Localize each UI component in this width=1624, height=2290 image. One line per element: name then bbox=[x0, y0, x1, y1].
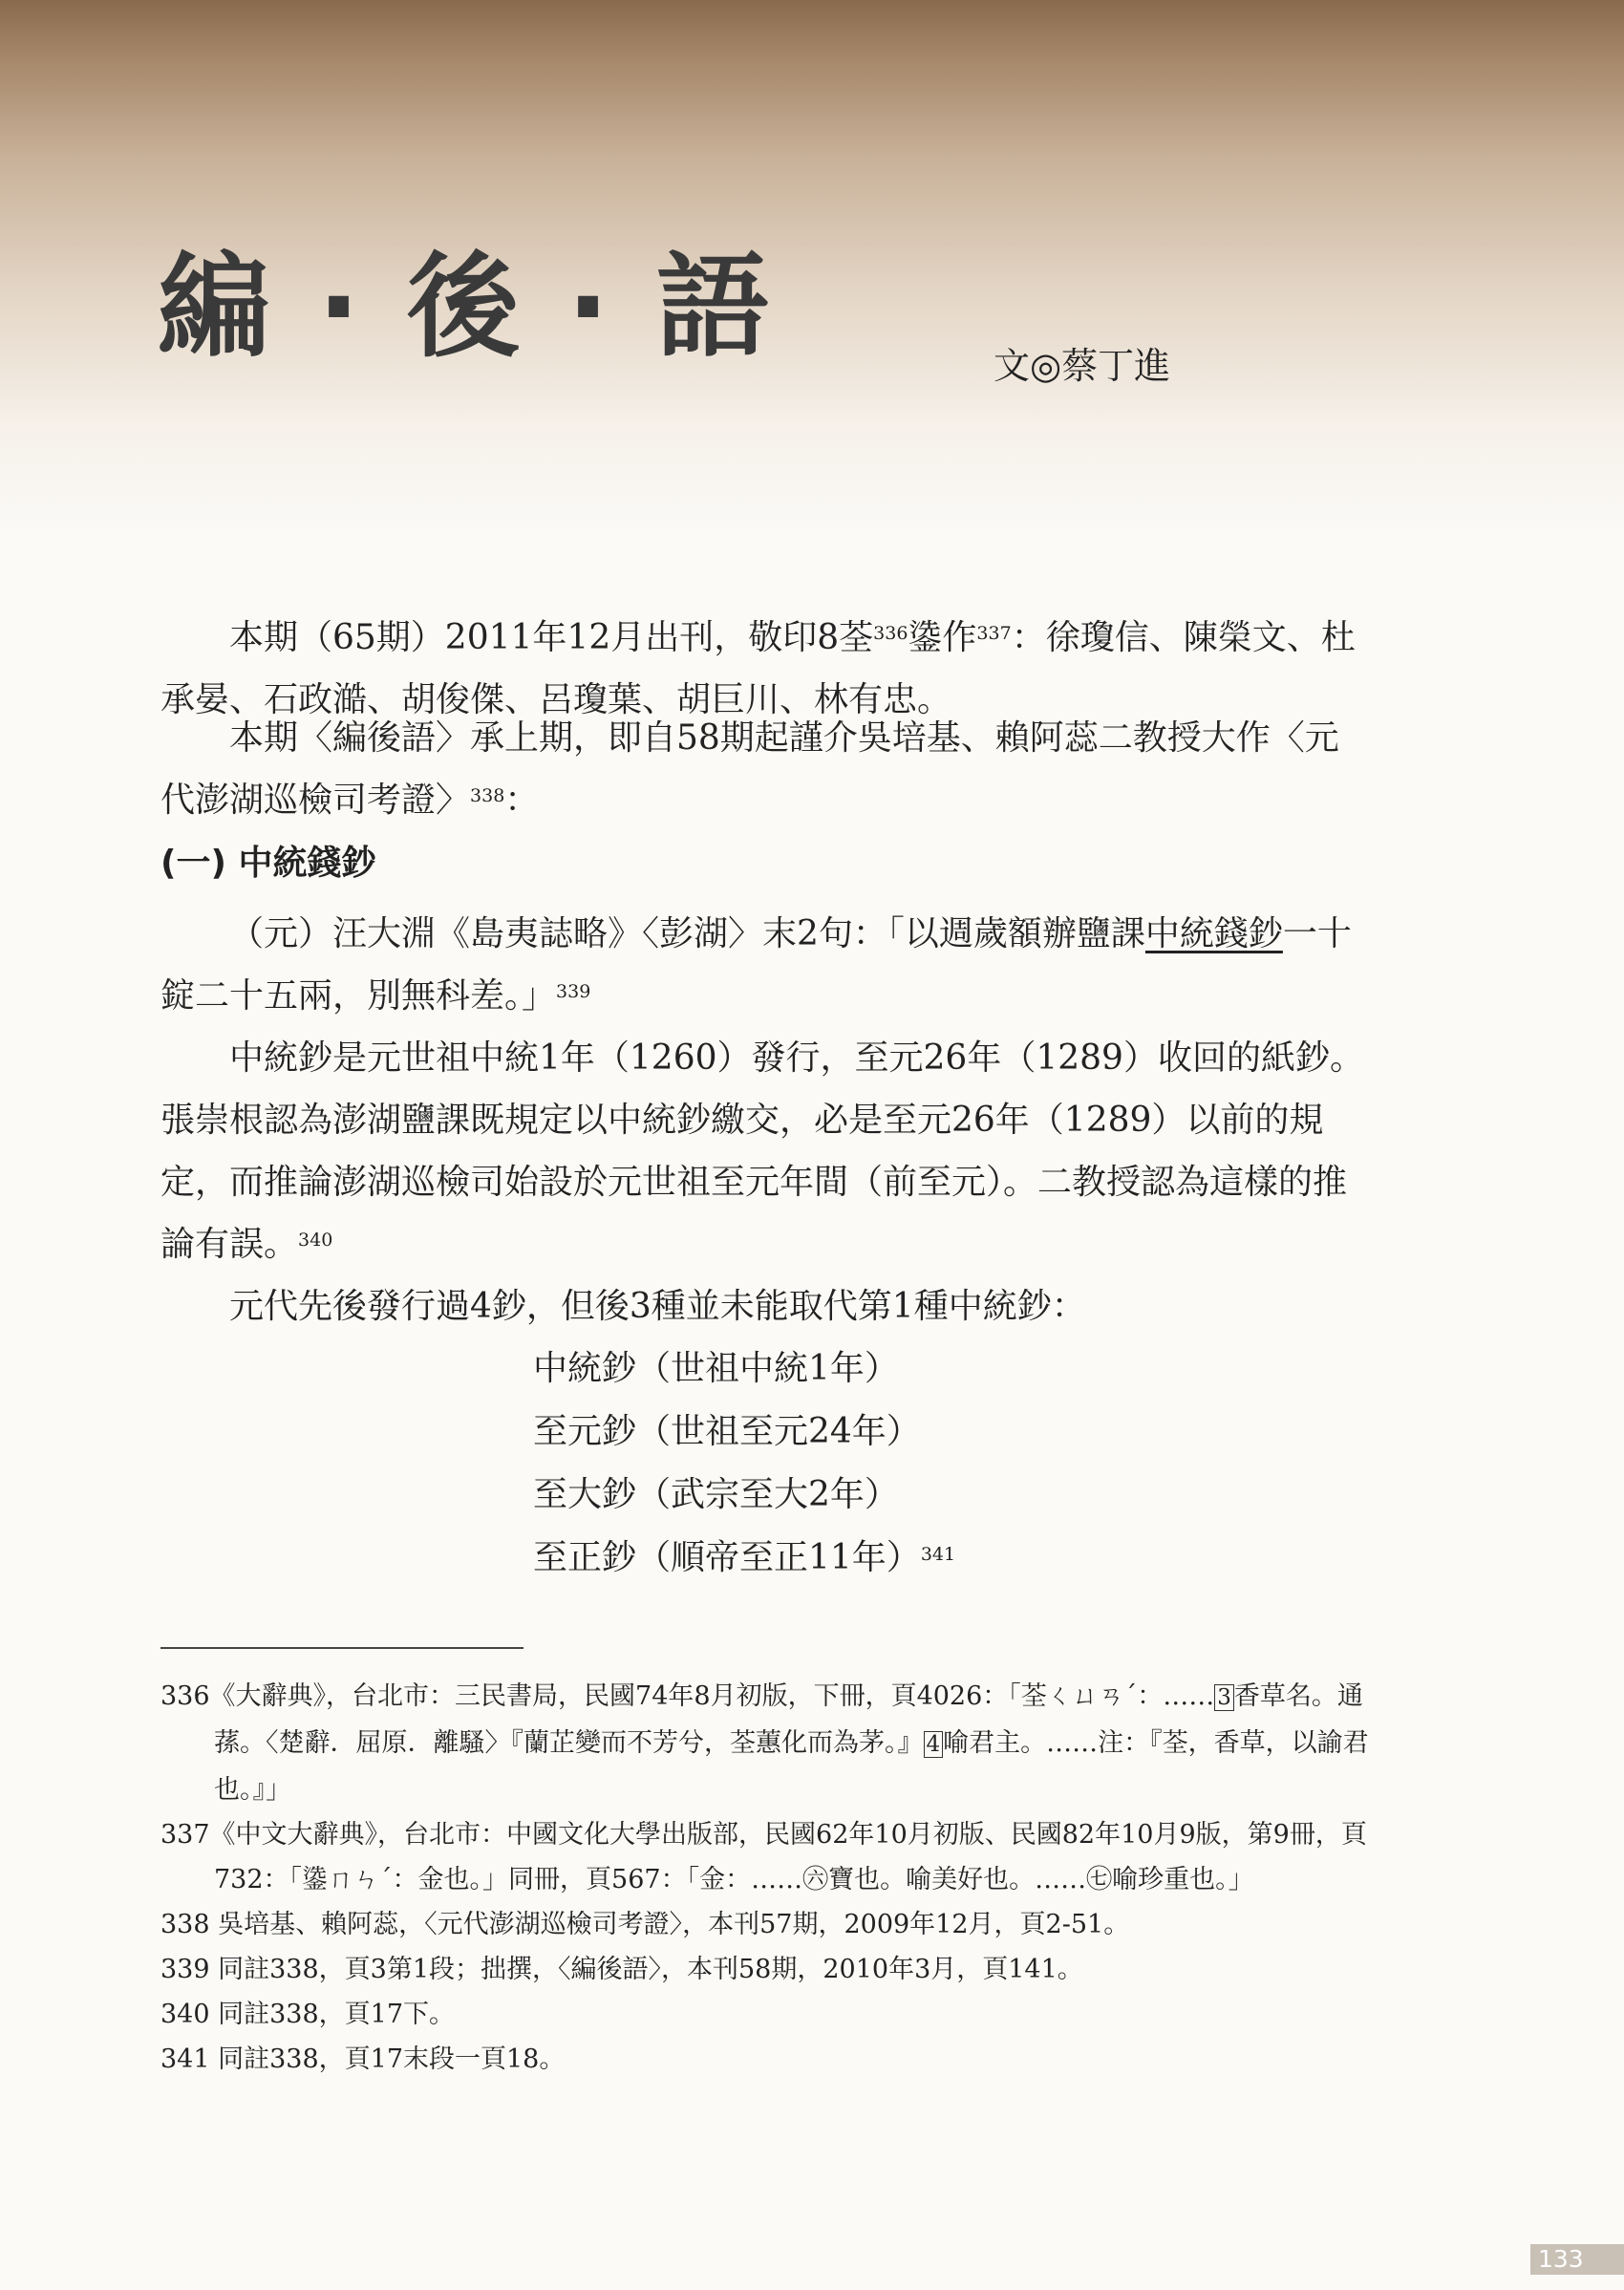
footnote-divider bbox=[160, 1647, 524, 1649]
underlined-term: 中統錢鈔 bbox=[1144, 914, 1283, 953]
paragraph-text: 本期（65期）2011年12月出刊，敬印8荃 bbox=[229, 618, 874, 657]
paragraph-text: 鍌作 bbox=[908, 618, 977, 657]
footnote-ref-341[interactable]: 341 bbox=[920, 1544, 956, 1565]
list-item bbox=[533, 1527, 955, 1590]
paragraph-text: ： bbox=[504, 781, 540, 820]
page-title: 編 · 後 · 語 bbox=[158, 241, 773, 373]
paragraph-3 bbox=[160, 903, 1369, 1027]
footnote-337: 337《中文大辭典》，台北市：中國文化大學出版部，民國62年10月初版、民國82年10月9版，第9冊，頁732：「鍌ㄇㄣˊ：金也。」同冊，頁567：「金：……㊅寶也。喻美好也。……㊆喻珍重也。」 bbox=[160, 1820, 1367, 1894]
page-number: 133 bbox=[1530, 2244, 1624, 2275]
footnote-336 bbox=[160, 1674, 1374, 1812]
footnote-ref-339[interactable]: 339 bbox=[556, 981, 591, 1002]
paragraph-5: 元代先後發行過4鈔，但後3種並未能取代第1種中統鈔： bbox=[229, 1287, 1086, 1326]
paragraph-4 bbox=[160, 1027, 1369, 1275]
footnote-ref-340[interactable]: 340 bbox=[298, 1230, 333, 1251]
list-item: 中統鈔（世祖中統1年） bbox=[533, 1349, 899, 1388]
footnotes bbox=[160, 1674, 1374, 2082]
list-item: 至元鈔（世祖至元24年） bbox=[533, 1412, 921, 1451]
currency-list bbox=[533, 1338, 955, 1590]
footnote-ref-338[interactable]: 338 bbox=[470, 785, 505, 806]
footnote-ref-336[interactable]: 336 bbox=[873, 623, 908, 644]
boxed-number: 3 bbox=[1214, 1684, 1234, 1711]
footnote-341: 341 同註338，頁17末段一頁18。 bbox=[160, 2044, 566, 2074]
paragraph-text: （元）汪大淵《島夷誌略》〈彭湖〉末2句：「以週歲額辦鹽課 bbox=[229, 914, 1145, 953]
footnote-text: 香草名。通蓀。〈楚辭．屈原．離騷〉『蘭芷變而不芳兮，荃蕙化而為茅。』 bbox=[214, 1681, 1363, 1758]
paragraph-text: 一十錠二十五兩，別無科差。」 bbox=[160, 914, 1352, 1016]
footnote-339: 339 同註338，頁3第1段；拙撰，〈編後語〉，本刊58期，2010年3月，頁141。 bbox=[160, 1955, 1083, 1984]
list-item: 至大鈔（武宗至大2年） bbox=[533, 1475, 899, 1514]
paragraph-2 bbox=[160, 707, 1369, 831]
footnote-text: 喻君主。……注：『荃，香草，以諭君也。』」 bbox=[214, 1728, 1369, 1805]
author-byline: 文◎蔡丁進 bbox=[994, 345, 1171, 387]
section-heading: (一) 中統錢鈔 bbox=[160, 844, 376, 883]
footnote-text: 336《大辭典》，台北市：三民書局，民國74年8月初版，下冊，頁4026：「荃ㄑㄩㄢˊ：…… bbox=[160, 1681, 1215, 1711]
footnote-338: 338 吳培基、賴阿蕊，〈元代澎湖巡檢司考證〉，本刊57期，2009年12月，頁2-51。 bbox=[160, 1910, 1130, 1939]
footnote-ref-337[interactable]: 337 bbox=[976, 623, 1012, 644]
list-item-text: 至正鈔（順帝至正11年） bbox=[533, 1538, 921, 1577]
paragraph-text: ：徐瓊信、陳榮文、杜承晏、石政澔、胡俊傑、呂瓊葉、胡巨川、林有忠。 bbox=[160, 618, 1356, 719]
footnote-340: 340 同註338，頁17下。 bbox=[160, 2000, 456, 2029]
paragraph-text: 中統鈔是元世祖中統1年（1260）發行，至元26年（1289）收回的紙鈔。張崇根認為澎湖鹽課既規定以中統鈔繳交，必是至元26年（1289）以前的規定，而推論澎湖巡檢司始設於元世祖至元年間（前至元）。二教授認為這樣的推論有誤。 bbox=[160, 1038, 1364, 1264]
paragraph-text: 本期〈編後語〉承上期，即自58期起謹介吳培基、賴阿蕊二教授大作〈元代澎湖巡檢司考證〉 bbox=[160, 718, 1339, 820]
boxed-number: 4 bbox=[924, 1731, 944, 1758]
